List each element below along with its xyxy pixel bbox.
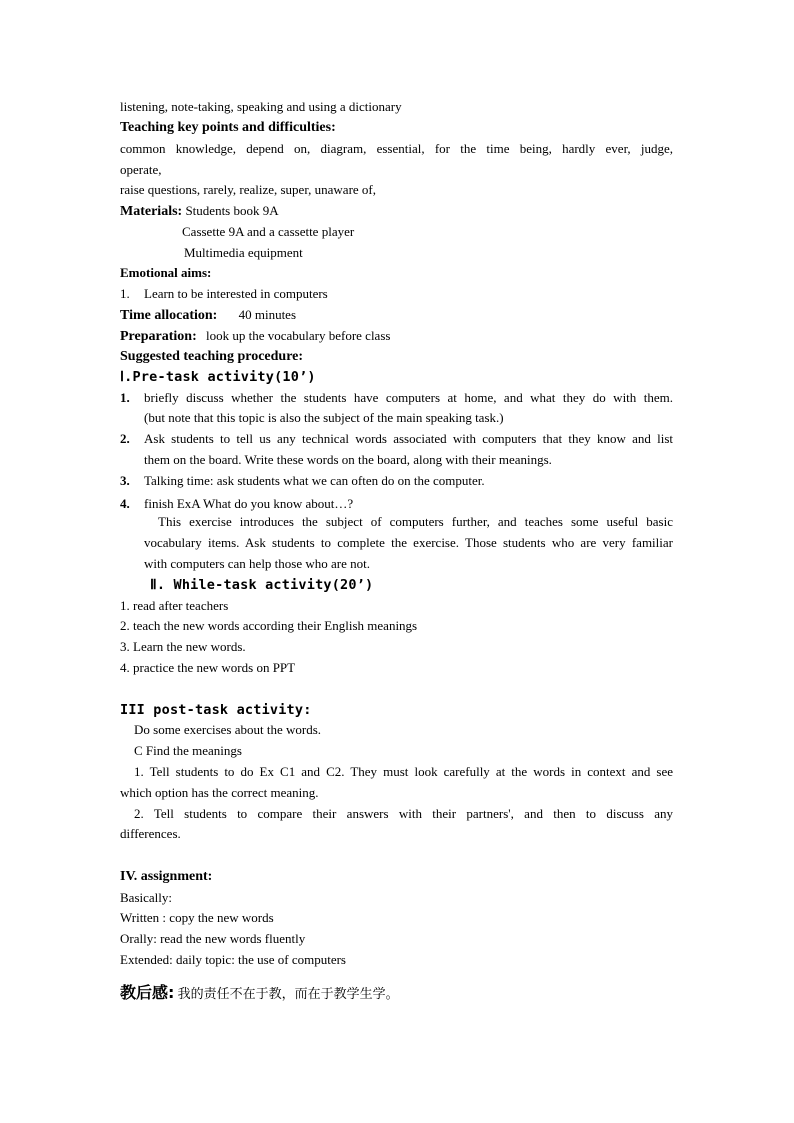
key-points-line-3: raise questions, rarely, realize, super, unaware of, bbox=[120, 182, 376, 197]
time-label: Time allocation: bbox=[120, 308, 218, 323]
preparation-row bbox=[120, 326, 390, 347]
pre-task-item-2-line-2: them on the board. Write these words on the board, along with their meanings. bbox=[144, 452, 552, 467]
key-points-line-2: operate, bbox=[120, 162, 162, 177]
pre-task-item-4-line-1: finish ExA What do you know about…? bbox=[144, 496, 354, 511]
assignment-orally: Orally: read the new words fluently bbox=[120, 931, 306, 946]
while-task-item-2: 2. teach the new words according their English meanings bbox=[120, 618, 418, 633]
post-task-line-2: C Find the meanings bbox=[134, 743, 242, 758]
assignment-extended: Extended: daily topic: the use of computers bbox=[120, 952, 346, 967]
assignment-basic: Basically: bbox=[120, 890, 172, 905]
materials-row bbox=[120, 201, 279, 222]
time-row bbox=[120, 305, 296, 326]
materials-item-3: Multimedia equipment bbox=[184, 245, 303, 260]
pre-task-num-1: 1. bbox=[120, 390, 130, 405]
while-task-heading: Ⅱ. While-task activity(20’) bbox=[150, 577, 374, 593]
pre-task-item-2-line-1: Ask students to tell us any technical words associated with computers that they know and list bbox=[144, 431, 673, 446]
reflection-label: 教后感: bbox=[120, 983, 175, 1002]
materials-item-1: Students book 9A bbox=[185, 203, 279, 218]
post-task-p1-line-2: which option has the correct meaning. bbox=[120, 785, 319, 800]
pre-task-item-1-line-1: briefly discuss whether the students have computers at home, and what they do with them. bbox=[144, 390, 673, 405]
pre-task-num-3: 3. bbox=[120, 473, 130, 488]
emotional-heading: Emotional aims: bbox=[120, 265, 212, 280]
time-value: 40 minutes bbox=[238, 307, 297, 322]
emotional-item-text: Learn to be interested in computers bbox=[144, 286, 328, 301]
skills-line: listening, note-taking, speaking and using a dictionary bbox=[120, 99, 402, 114]
pre-task-num-4: 4. bbox=[120, 496, 130, 511]
assignment-heading: IV. assignment: bbox=[120, 869, 213, 884]
reflection-text: 我的责任不在于教，而在于教学生学。 bbox=[177, 987, 399, 1002]
preparation-value: look up the vocabulary before class bbox=[205, 328, 391, 343]
key-points-heading: Teaching key points and difficulties: bbox=[120, 120, 336, 135]
post-task-p2-line-1: 2. Tell students to compare their answers with their partners', and then to discuss any bbox=[134, 806, 673, 821]
post-task-p2-line-2: differences. bbox=[120, 826, 181, 841]
preparation-label: Preparation: bbox=[120, 329, 197, 344]
assignment-written: Written : copy the new words bbox=[120, 910, 274, 925]
while-task-item-3: 3. Learn the new words. bbox=[120, 639, 246, 654]
post-task-p1-line-1: 1. Tell students to do Ex C1 and C2. They must look carefully at the words in context and see bbox=[134, 764, 673, 779]
while-task-item-4: 4. practice the new words on PPT bbox=[120, 660, 296, 675]
while-task-item-1: 1. read after teachers bbox=[120, 598, 229, 613]
materials-item-2: Cassette 9A and a cassette player bbox=[182, 224, 355, 239]
pre-task-para-line-3: with computers can help those who are not. bbox=[144, 556, 370, 571]
pre-task-heading: Ⅰ.Pre-task activity(10’) bbox=[120, 369, 316, 385]
pre-task-para-line-2: vocabulary items. Ask students to complete the exercise. Those students who are very familiar bbox=[144, 535, 673, 550]
procedure-heading: Suggested teaching procedure: bbox=[120, 349, 304, 364]
emotional-item-num: 1. bbox=[120, 286, 130, 301]
pre-task-item-3-line-1: Talking time: ask students what we can often do on the computer. bbox=[144, 473, 485, 488]
reflection-row bbox=[120, 981, 399, 1007]
post-task-heading: III post-task activity: bbox=[120, 702, 312, 718]
pre-task-num-2: 2. bbox=[120, 431, 130, 446]
materials-label: Materials: bbox=[120, 204, 183, 219]
pre-task-para-line-1: This exercise introduces the subject of computers further, and teaches some useful basic bbox=[158, 514, 673, 529]
post-task-line-1: Do some exercises about the words. bbox=[134, 722, 322, 737]
key-points-line-1: common knowledge, depend on, diagram, essential, for the time being, hardly ever, judge, bbox=[120, 141, 673, 156]
pre-task-item-1-line-2: (but note that this topic is also the subject of the main speaking task.) bbox=[144, 410, 504, 425]
